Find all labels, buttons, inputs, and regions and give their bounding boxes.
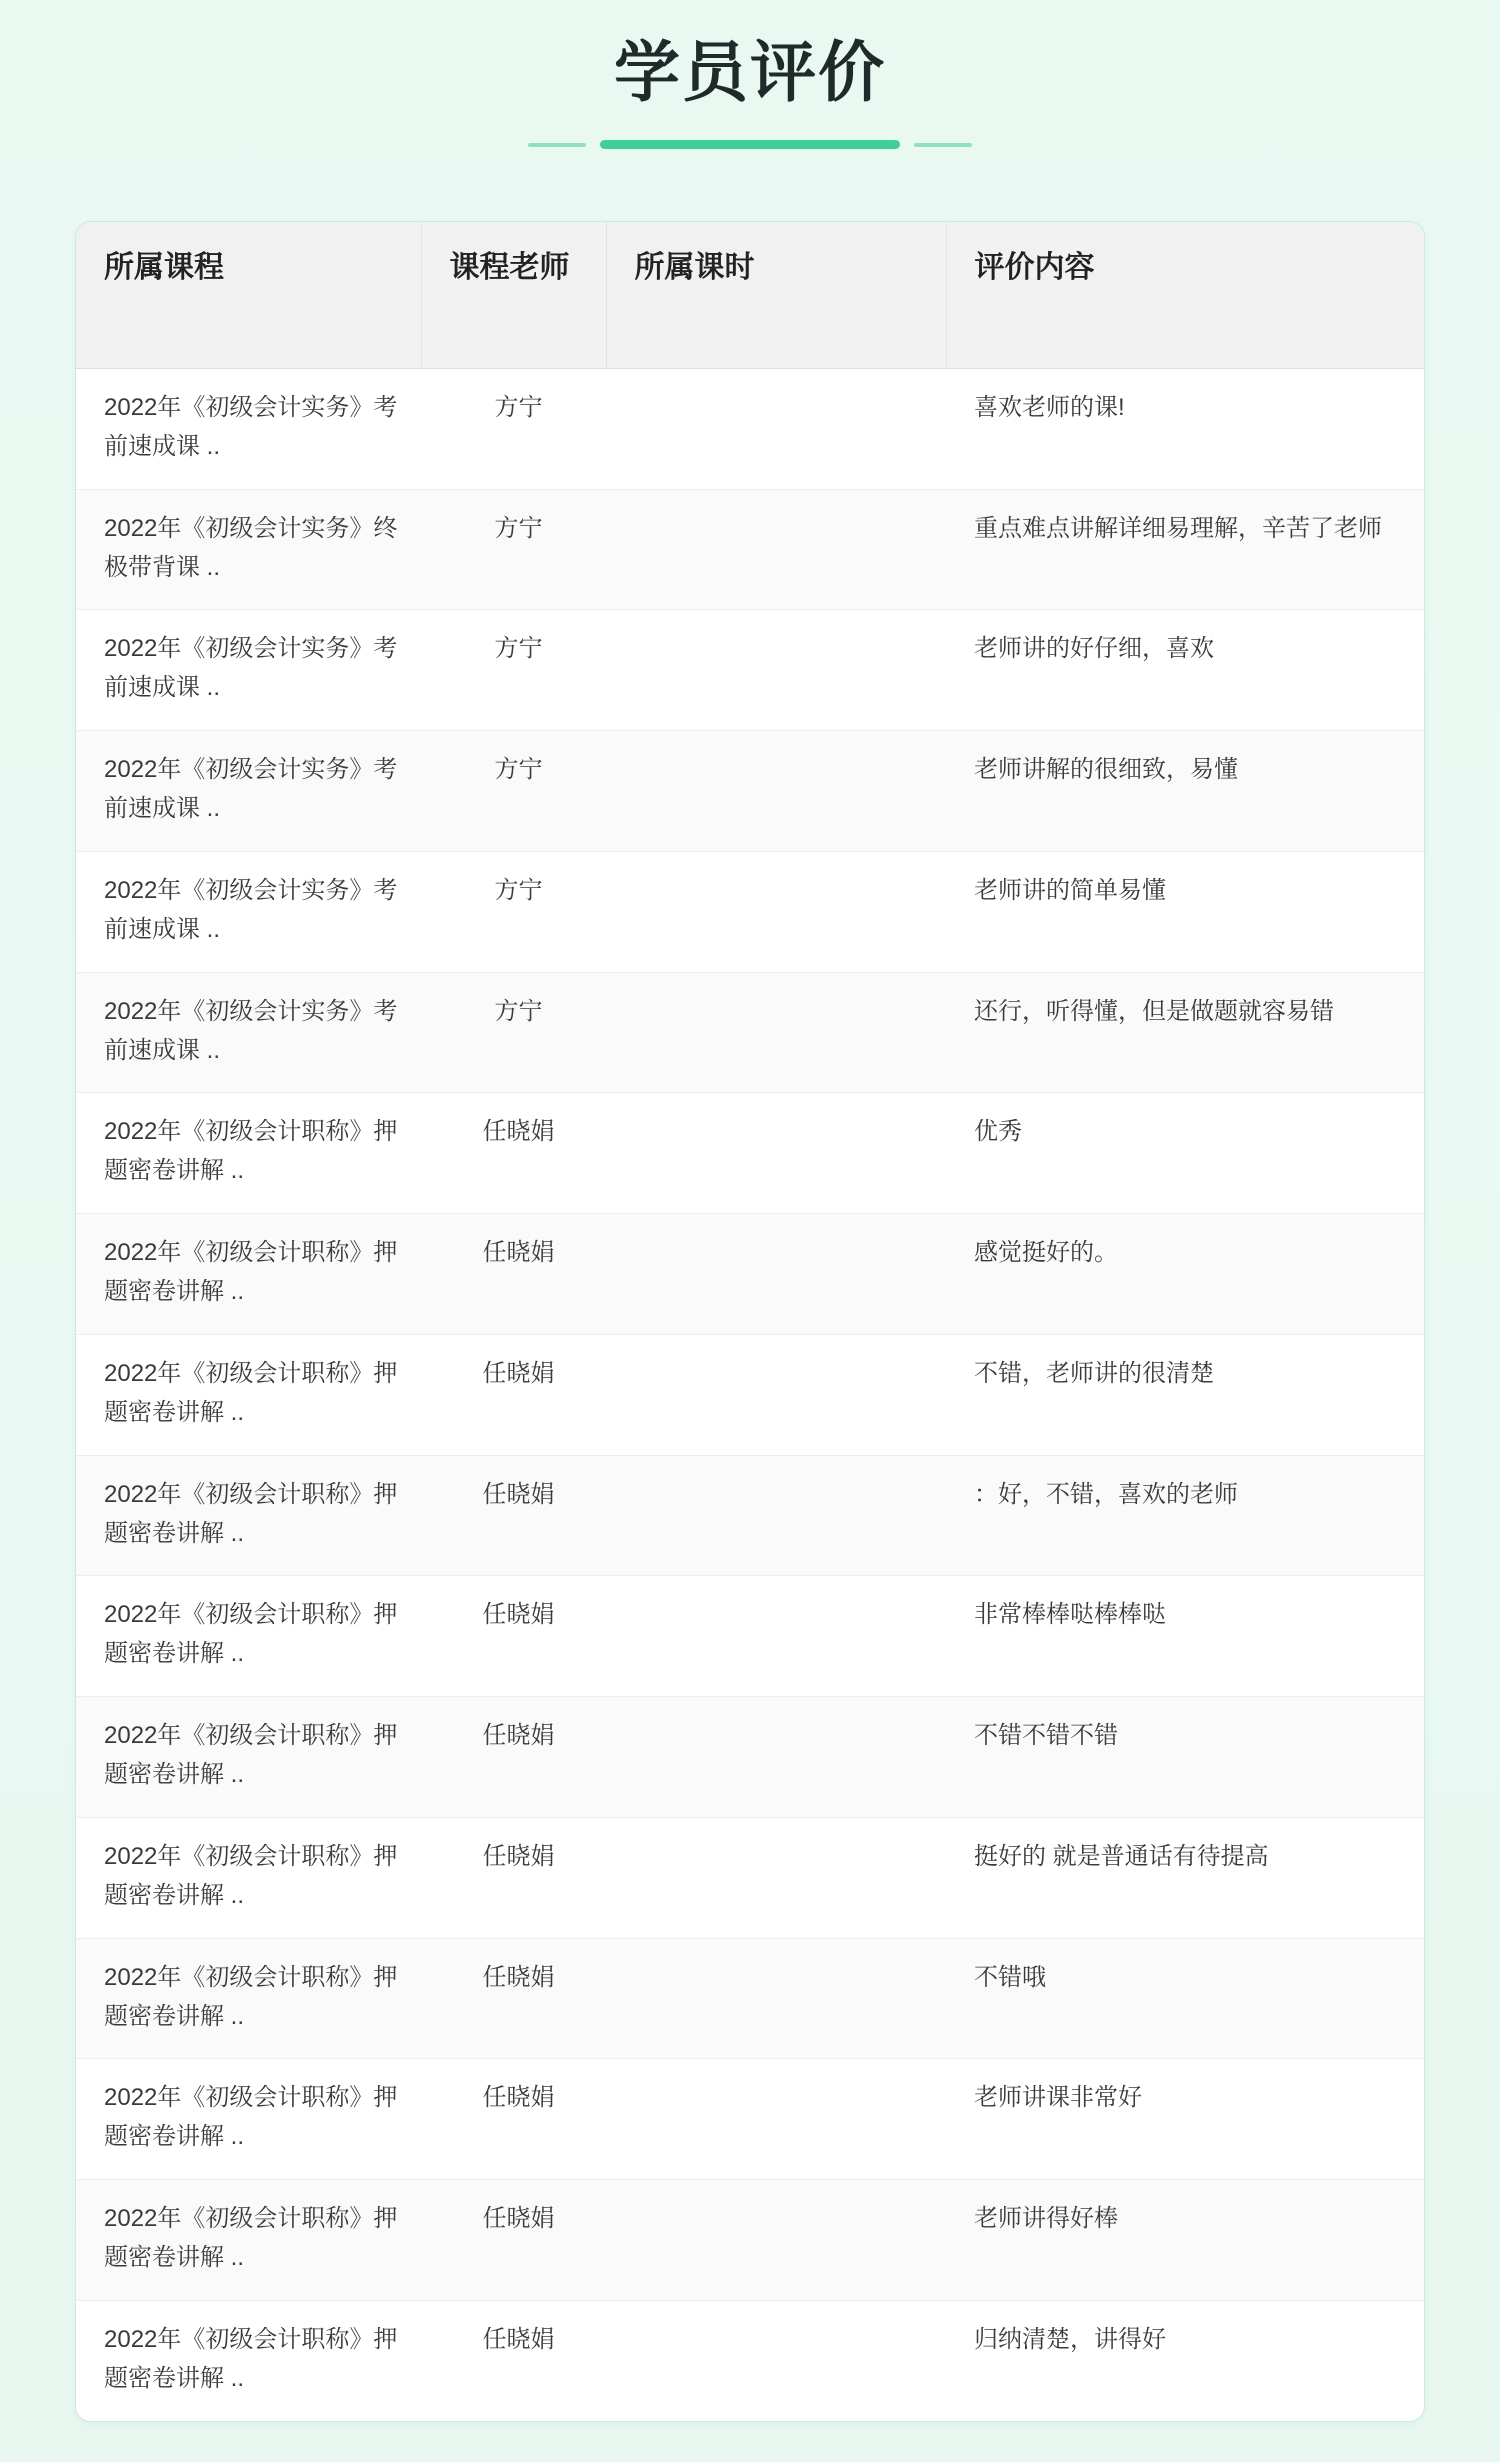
cell-course: 2022年《初级会计职称》押题密卷讲解 .. — [76, 1214, 421, 1335]
cell-content: 老师讲解的很细致，易懂 — [946, 731, 1424, 852]
cell-teacher: 任晓娟 — [421, 2180, 606, 2301]
column-header-course: 所属课程 — [76, 222, 421, 369]
title-divider — [600, 140, 900, 149]
table-row — [76, 2180, 1424, 2301]
table-row — [76, 1697, 1424, 1818]
cell-course: 2022年《初级会计实务》考前速成课 .. — [76, 610, 421, 731]
cell-content: ：好，不错，喜欢的老师 — [946, 1455, 1424, 1576]
cell-course: 2022年《初级会计实务》考前速成课 .. — [76, 972, 421, 1093]
table-row — [76, 1093, 1424, 1214]
column-header-content: 评价内容 — [946, 222, 1424, 369]
cell-period — [606, 368, 946, 489]
cell-course: 2022年《初级会计职称》押题密卷讲解 .. — [76, 1938, 421, 2059]
table-header-row — [76, 222, 1424, 369]
table-row — [76, 489, 1424, 610]
cell-content: 不错，老师讲的很清楚 — [946, 1334, 1424, 1455]
table-row — [76, 1455, 1424, 1576]
cell-teacher: 任晓娟 — [421, 2300, 606, 2420]
cell-period — [606, 2300, 946, 2420]
cell-period — [606, 1576, 946, 1697]
cell-teacher: 任晓娟 — [421, 1093, 606, 1214]
cell-teacher: 方宁 — [421, 731, 606, 852]
cell-content: 喜欢老师的课! — [946, 368, 1424, 489]
cell-content: 重点难点讲解详细易理解，辛苦了老师 — [946, 489, 1424, 610]
cell-course: 2022年《初级会计实务》考前速成课 .. — [76, 368, 421, 489]
cell-content: 老师讲课非常好 — [946, 2059, 1424, 2180]
cell-period — [606, 2059, 946, 2180]
cell-course: 2022年《初级会计职称》押题密卷讲解 .. — [76, 1093, 421, 1214]
cell-course: 2022年《初级会计职称》押题密卷讲解 .. — [76, 1817, 421, 1938]
cell-teacher: 任晓娟 — [421, 1334, 606, 1455]
table-row — [76, 2059, 1424, 2180]
cell-period — [606, 1455, 946, 1576]
cell-course: 2022年《初级会计职称》押题密卷讲解 .. — [76, 2059, 421, 2180]
cell-period — [606, 489, 946, 610]
table-row — [76, 851, 1424, 972]
table-row — [76, 731, 1424, 852]
page-header — [0, 0, 1500, 149]
cell-content: 优秀 — [946, 1093, 1424, 1214]
cell-course: 2022年《初级会计实务》考前速成课 .. — [76, 851, 421, 972]
cell-period — [606, 1817, 946, 1938]
table-row — [76, 610, 1424, 731]
cell-period — [606, 972, 946, 1093]
cell-period — [606, 610, 946, 731]
cell-content: 感觉挺好的。 — [946, 1214, 1424, 1335]
table-row — [76, 1938, 1424, 2059]
cell-period — [606, 731, 946, 852]
cell-course: 2022年《初级会计职称》押题密卷讲解 .. — [76, 2180, 421, 2301]
cell-period — [606, 2180, 946, 2301]
cell-period — [606, 1938, 946, 2059]
cell-teacher: 方宁 — [421, 610, 606, 731]
cell-teacher: 任晓娟 — [421, 1817, 606, 1938]
cell-course: 2022年《初级会计职称》押题密卷讲解 .. — [76, 1334, 421, 1455]
cell-teacher: 任晓娟 — [421, 1214, 606, 1335]
cell-period — [606, 1214, 946, 1335]
cell-course: 2022年《初级会计职称》押题密卷讲解 .. — [76, 1697, 421, 1818]
table-row — [76, 1817, 1424, 1938]
cell-teacher: 方宁 — [421, 972, 606, 1093]
cell-teacher: 方宁 — [421, 368, 606, 489]
cell-teacher: 任晓娟 — [421, 1697, 606, 1818]
cell-course: 2022年《初级会计实务》终极带背课 .. — [76, 489, 421, 610]
cell-content: 老师讲的简单易懂 — [946, 851, 1424, 972]
table-row — [76, 2300, 1424, 2420]
table-body — [76, 368, 1424, 2420]
table-header — [76, 222, 1424, 369]
cell-content: 老师讲的好仔细，喜欢 — [946, 610, 1424, 731]
cell-course: 2022年《初级会计职称》押题密卷讲解 .. — [76, 1455, 421, 1576]
table-row — [76, 368, 1424, 489]
reviews-table-card — [75, 221, 1425, 2422]
cell-content: 不错哦 — [946, 1938, 1424, 2059]
cell-course: 2022年《初级会计职称》押题密卷讲解 .. — [76, 1576, 421, 1697]
table-row — [76, 972, 1424, 1093]
cell-period — [606, 1334, 946, 1455]
cell-period — [606, 1697, 946, 1818]
cell-course: 2022年《初级会计实务》考前速成课 .. — [76, 731, 421, 852]
cell-content: 不错不错不错 — [946, 1697, 1424, 1818]
table-row — [76, 1334, 1424, 1455]
cell-content: 挺好的 就是普通话有待提高 — [946, 1817, 1424, 1938]
cell-teacher: 方宁 — [421, 489, 606, 610]
cell-content: 还行，听得懂，但是做题就容易错 — [946, 972, 1424, 1093]
cell-teacher: 方宁 — [421, 851, 606, 972]
cell-period — [606, 1093, 946, 1214]
page-title: 学员评价 — [614, 35, 886, 109]
table-row — [76, 1576, 1424, 1697]
cell-period — [606, 851, 946, 972]
cell-teacher: 任晓娟 — [421, 2059, 606, 2180]
cell-teacher: 任晓娟 — [421, 1938, 606, 2059]
cell-content: 非常棒棒哒棒棒哒 — [946, 1576, 1424, 1697]
cell-teacher: 任晓娟 — [421, 1576, 606, 1697]
cell-content: 老师讲得好棒 — [946, 2180, 1424, 2301]
table-row — [76, 1214, 1424, 1335]
cell-teacher: 任晓娟 — [421, 1455, 606, 1576]
reviews-table — [76, 222, 1424, 2421]
column-header-period: 所属课时 — [606, 222, 946, 369]
cell-content: 归纳清楚，讲得好 — [946, 2300, 1424, 2420]
cell-course: 2022年《初级会计职称》押题密卷讲解 .. — [76, 2300, 421, 2420]
column-header-teacher: 课程老师 — [421, 222, 606, 369]
